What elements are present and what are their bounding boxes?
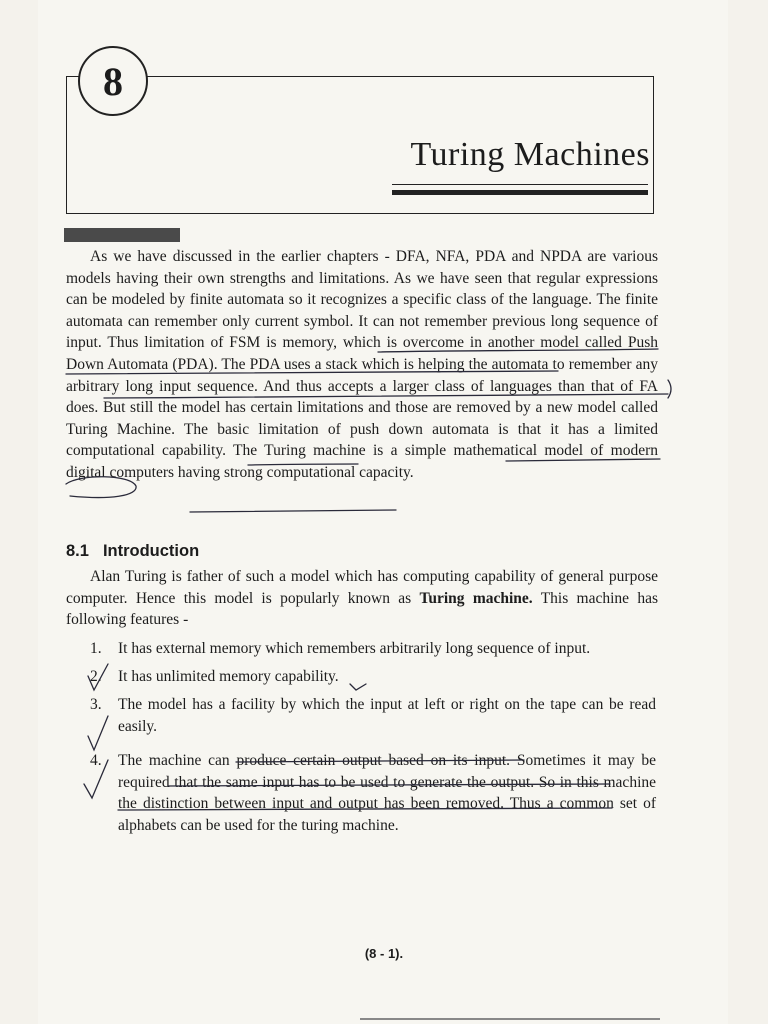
section-title: Introduction (102, 542, 200, 560)
intro-text: As we have discussed in the earlier chapters - DFA, NFA, PDA and NPDA are various models having their own strengths and limitations. As we have seen that regular expressions can be modeled by finite automata so it recognizes a specific class of the language. The finite automata can remember only current symbol. It can not remember previous long sequence of input. Thus limitation of FSM is memory, which is overcome in another model called Push Down Automata (PDA). The PDA uses a stack which is helping the automata to remember any arbitrary long input sequence. And thus accepts a larger class of languages than that of FA does. But still the model has certain limitations and those are removed by a new model called Turing Machine. The basic limitation of push down automata is that it has a limited computational capability. The Turing machine is a simple mathematical model of modern digital computers having strong computational capacity. (66, 248, 658, 481)
page-footer (0, 946, 768, 961)
title-rule-thick (392, 190, 648, 195)
list-item-text: It has external memory which remembers arbitrarily long sequence of input. (118, 640, 591, 657)
list-item-text: The machine can produce certain output based on its input. Sometimes it may be required that the same input has to be used to generate the output. So in this machine the distinction between input and output has been removed. Thus a common set of alphabets can be used for the turing machine. (118, 752, 656, 834)
section-heading (66, 542, 199, 561)
section-lead (66, 566, 658, 631)
section-lead-paragraph (66, 566, 658, 631)
list-item (90, 666, 656, 688)
intro-paragraph (66, 246, 658, 484)
bottom-rule (360, 1018, 660, 1020)
section-lead-text: Alan Turing is father of such a model which has computing capability of general purpose computer. Hence this model is popularly known as (66, 568, 658, 607)
turing-machine-term: Turing machine. (419, 589, 533, 607)
section-number: 8.1 (66, 542, 89, 560)
list-item-text: The model has a facility by which the input at left or right on the tape can be read easily. (118, 696, 656, 735)
list-item-marker: 4. (90, 752, 102, 769)
list-item (90, 638, 656, 660)
list-item-text: It has unlimited memory capability. (118, 668, 339, 685)
page-number: (8 - 1). (364, 946, 404, 961)
list-item-marker: 2. (90, 668, 102, 685)
list-item (90, 750, 656, 836)
chapter-tab-decoration (64, 228, 180, 242)
title-rule (392, 184, 648, 185)
section-lead-tail: This machine has following features - (66, 589, 658, 629)
list-item (90, 694, 656, 737)
chapter-title: Turing Machines (410, 136, 650, 173)
list-item-marker: 3. (90, 696, 102, 713)
list-item-marker: 1. (90, 640, 102, 657)
chapter-number: 8 (78, 46, 148, 116)
